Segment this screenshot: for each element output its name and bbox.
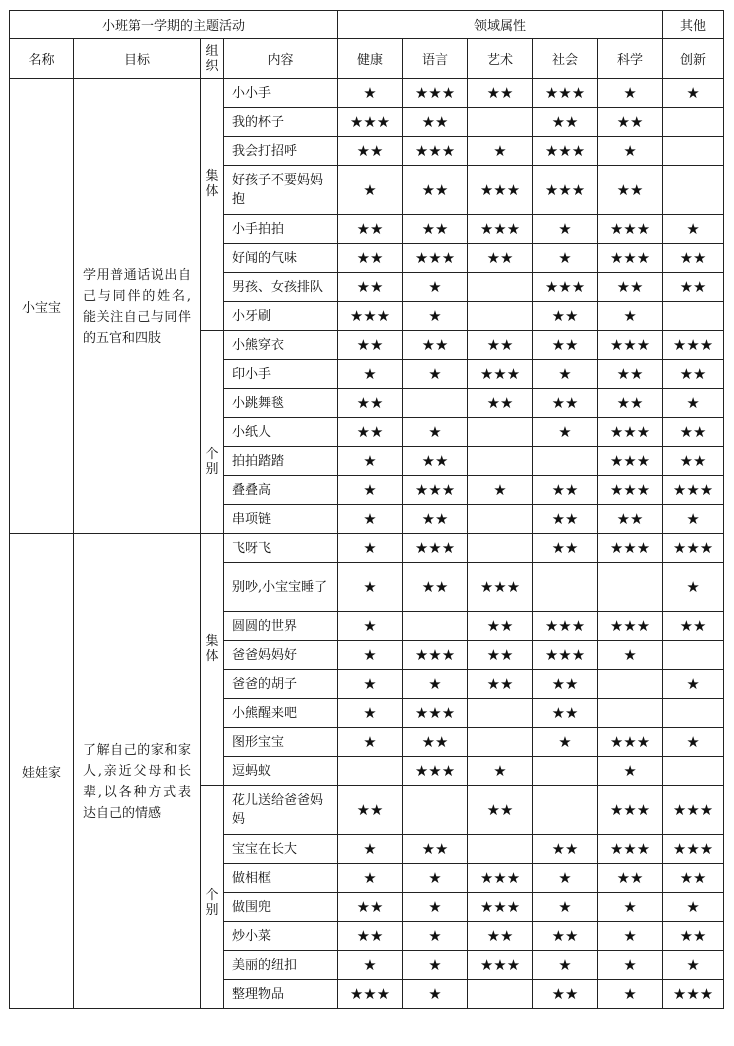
rating-language: ★★★ [403, 699, 468, 728]
rating-society: ★★ [533, 922, 598, 951]
activity-content: 做围兜 [224, 893, 338, 922]
rating-health: ★★ [338, 786, 403, 835]
rating-innovation: ★ [663, 389, 724, 418]
theme-goal: 学用普通话说出自己与同伴的姓名,能关注自己与同伴的五官和四肢 [74, 79, 201, 534]
org-type [201, 786, 224, 1009]
rating-science: ★★★ [598, 331, 663, 360]
col-name: 名称 [10, 39, 74, 79]
rating-language: ★ [403, 980, 468, 1009]
rating-language: ★★ [403, 166, 468, 215]
rating-language: ★★★ [403, 641, 468, 670]
rating-society: ★★ [533, 699, 598, 728]
rating-art [468, 980, 533, 1009]
rating-health: ★ [338, 699, 403, 728]
activity-content: 小小手 [224, 79, 338, 108]
rating-language: ★ [403, 922, 468, 951]
rating-health: ★ [338, 79, 403, 108]
rating-innovation: ★★★ [663, 786, 724, 835]
rating-science: ★★ [598, 864, 663, 893]
rating-innovation: ★ [663, 670, 724, 699]
activity-content: 男孩、女孩排队 [224, 273, 338, 302]
rating-art: ★★ [468, 641, 533, 670]
rating-innovation [663, 108, 724, 137]
rating-science: ★ [598, 641, 663, 670]
rating-health: ★ [338, 612, 403, 641]
activity-content: 别吵,小宝宝睡了 [224, 563, 338, 612]
rating-society: ★★ [533, 302, 598, 331]
rating-innovation: ★★ [663, 244, 724, 273]
rating-language: ★★★ [403, 476, 468, 505]
activity-content: 拍拍踏踏 [224, 447, 338, 476]
rating-language: ★★ [403, 835, 468, 864]
activity-content: 我的杯子 [224, 108, 338, 137]
rating-health: ★ [338, 864, 403, 893]
rating-health: ★ [338, 534, 403, 563]
activity-content: 花儿送给爸爸妈妈 [224, 786, 338, 835]
rating-science: ★ [598, 757, 663, 786]
rating-innovation: ★★★ [663, 534, 724, 563]
rating-society: ★★★ [533, 79, 598, 108]
table-body [10, 79, 724, 1009]
rating-society: ★ [533, 864, 598, 893]
col-science: 科学 [598, 39, 663, 79]
activity-content: 爸爸妈妈好 [224, 641, 338, 670]
rating-health: ★★ [338, 418, 403, 447]
rating-language: ★ [403, 418, 468, 447]
rating-art [468, 835, 533, 864]
rating-society [533, 786, 598, 835]
rating-science: ★ [598, 302, 663, 331]
rating-health: ★★ [338, 244, 403, 273]
org-type-label: 集体 [205, 169, 219, 199]
rating-language: ★★★ [403, 757, 468, 786]
rating-language: ★ [403, 360, 468, 389]
rating-society [533, 447, 598, 476]
rating-science: ★★★ [598, 728, 663, 757]
rating-innovation: ★★ [663, 418, 724, 447]
rating-society: ★★★ [533, 273, 598, 302]
rating-innovation: ★ [663, 893, 724, 922]
activity-content: 美丽的纽扣 [224, 951, 338, 980]
rating-health: ★ [338, 563, 403, 612]
rating-society: ★★★ [533, 641, 598, 670]
rating-society: ★★ [533, 331, 598, 360]
rating-society: ★★ [533, 534, 598, 563]
rating-innovation: ★★★ [663, 476, 724, 505]
activity-content: 飞呀飞 [224, 534, 338, 563]
rating-art: ★★★ [468, 951, 533, 980]
col-content: 内容 [224, 39, 338, 79]
rating-language: ★ [403, 893, 468, 922]
rating-language: ★★ [403, 331, 468, 360]
rating-art: ★★★ [468, 360, 533, 389]
rating-science: ★ [598, 951, 663, 980]
rating-society: ★ [533, 893, 598, 922]
rating-health: ★ [338, 447, 403, 476]
col-language: 语言 [403, 39, 468, 79]
rating-health: ★ [338, 476, 403, 505]
org-type [201, 534, 224, 786]
activity-content: 炒小菜 [224, 922, 338, 951]
rating-society: ★ [533, 418, 598, 447]
rating-health [338, 757, 403, 786]
rating-society [533, 757, 598, 786]
org-type-label: 个别 [205, 888, 219, 918]
rating-language: ★★★ [403, 79, 468, 108]
activity-content: 图形宝宝 [224, 728, 338, 757]
rating-art: ★★ [468, 922, 533, 951]
activity-content: 宝宝在长大 [224, 835, 338, 864]
rating-innovation: ★★ [663, 612, 724, 641]
rating-society: ★ [533, 244, 598, 273]
rating-art: ★ [468, 137, 533, 166]
rating-health: ★★★ [338, 108, 403, 137]
rating-art: ★ [468, 757, 533, 786]
rating-society: ★ [533, 951, 598, 980]
rating-innovation [663, 137, 724, 166]
rating-language: ★★ [403, 108, 468, 137]
rating-society: ★★ [533, 980, 598, 1009]
rating-innovation: ★ [663, 215, 724, 244]
rating-innovation [663, 757, 724, 786]
rating-language: ★★ [403, 563, 468, 612]
rating-health: ★★ [338, 137, 403, 166]
rating-health: ★★★ [338, 302, 403, 331]
activity-content: 逗蚂蚁 [224, 757, 338, 786]
activity-table [9, 10, 724, 1009]
rating-society: ★★ [533, 476, 598, 505]
rating-art: ★★ [468, 786, 533, 835]
theme-name: 小宝宝 [10, 79, 74, 534]
rating-innovation: ★ [663, 505, 724, 534]
table-row [10, 534, 724, 563]
activity-content: 小熊醒来吧 [224, 699, 338, 728]
activity-content: 小熊穿衣 [224, 331, 338, 360]
rating-art [468, 699, 533, 728]
rating-art [468, 534, 533, 563]
rating-science: ★★ [598, 273, 663, 302]
rating-art: ★★ [468, 389, 533, 418]
rating-society [533, 563, 598, 612]
activity-content: 串项链 [224, 505, 338, 534]
rating-society: ★★ [533, 108, 598, 137]
rating-science: ★★★ [598, 835, 663, 864]
rating-innovation: ★★ [663, 273, 724, 302]
rating-science: ★ [598, 137, 663, 166]
rating-language: ★★ [403, 215, 468, 244]
rating-innovation: ★★ [663, 360, 724, 389]
rating-innovation: ★★★ [663, 980, 724, 1009]
rating-innovation: ★★★ [663, 331, 724, 360]
rating-art: ★★★ [468, 563, 533, 612]
org-type-label: 个别 [205, 447, 219, 477]
rating-innovation: ★★★ [663, 835, 724, 864]
rating-art: ★★ [468, 244, 533, 273]
activity-content: 叠叠高 [224, 476, 338, 505]
rating-language: ★ [403, 670, 468, 699]
rating-art: ★★★ [468, 215, 533, 244]
rating-society: ★★ [533, 835, 598, 864]
rating-society: ★★★ [533, 612, 598, 641]
rating-language: ★★★ [403, 137, 468, 166]
other-header: 其他 [663, 11, 724, 39]
activity-content: 爸爸的胡子 [224, 670, 338, 699]
rating-science: ★★★ [598, 786, 663, 835]
activity-content: 圆圆的世界 [224, 612, 338, 641]
rating-language: ★★ [403, 447, 468, 476]
rating-health: ★★ [338, 893, 403, 922]
rating-innovation: ★ [663, 728, 724, 757]
rating-science: ★★★ [598, 612, 663, 641]
rating-language: ★ [403, 951, 468, 980]
rating-innovation [663, 166, 724, 215]
rating-art [468, 505, 533, 534]
rating-society: ★★ [533, 505, 598, 534]
theme-name: 娃娃家 [10, 534, 74, 1009]
rating-innovation: ★★ [663, 922, 724, 951]
rating-society: ★★★ [533, 137, 598, 166]
rating-society: ★ [533, 728, 598, 757]
rating-science: ★★ [598, 108, 663, 137]
activity-content: 小纸人 [224, 418, 338, 447]
rating-language: ★★ [403, 728, 468, 757]
rating-science [598, 563, 663, 612]
activity-content: 小手拍拍 [224, 215, 338, 244]
theme-goal: 了解自己的家和家人,亲近父母和长辈,以各种方式表达自己的情感 [74, 534, 201, 1009]
rating-innovation: ★ [663, 563, 724, 612]
table-row [10, 79, 724, 108]
rating-art: ★★ [468, 612, 533, 641]
rating-health: ★★ [338, 215, 403, 244]
rating-science: ★★★ [598, 476, 663, 505]
rating-health: ★ [338, 641, 403, 670]
rating-science: ★★ [598, 166, 663, 215]
col-health: 健康 [338, 39, 403, 79]
rating-language [403, 389, 468, 418]
rating-art: ★★ [468, 79, 533, 108]
rating-science: ★★★ [598, 215, 663, 244]
rating-art [468, 418, 533, 447]
rating-science: ★ [598, 893, 663, 922]
rating-health: ★★ [338, 922, 403, 951]
org-type-label: 集体 [205, 634, 219, 664]
activity-content: 好孩子不要妈妈抱 [224, 166, 338, 215]
rating-language [403, 786, 468, 835]
activity-content: 做相框 [224, 864, 338, 893]
rating-art [468, 108, 533, 137]
col-goal: 目标 [74, 39, 201, 79]
rating-society: ★ [533, 360, 598, 389]
rating-science: ★★★ [598, 534, 663, 563]
rating-health: ★ [338, 728, 403, 757]
activity-content: 小牙刷 [224, 302, 338, 331]
rating-society: ★★ [533, 389, 598, 418]
rating-art [468, 273, 533, 302]
rating-science: ★ [598, 79, 663, 108]
rating-health: ★★ [338, 331, 403, 360]
rating-innovation: ★ [663, 951, 724, 980]
activity-content: 小跳舞毯 [224, 389, 338, 418]
rating-language: ★ [403, 302, 468, 331]
rating-science [598, 670, 663, 699]
rating-language: ★★★ [403, 534, 468, 563]
org-type [201, 79, 224, 331]
rating-science: ★ [598, 980, 663, 1009]
rating-art: ★★★ [468, 893, 533, 922]
rating-science: ★★★ [598, 447, 663, 476]
rating-art: ★★★ [468, 166, 533, 215]
rating-science [598, 699, 663, 728]
activity-content: 我会打招呼 [224, 137, 338, 166]
rating-innovation [663, 641, 724, 670]
rating-health: ★★ [338, 389, 403, 418]
activity-content: 印小手 [224, 360, 338, 389]
col-innovation: 创新 [663, 39, 724, 79]
rating-health: ★ [338, 166, 403, 215]
rating-language: ★★ [403, 505, 468, 534]
rating-language: ★ [403, 273, 468, 302]
rating-health: ★ [338, 670, 403, 699]
rating-health: ★ [338, 360, 403, 389]
rating-science: ★★★ [598, 418, 663, 447]
domain-header: 领域属性 [338, 11, 663, 39]
rating-society: ★★ [533, 670, 598, 699]
rating-art [468, 302, 533, 331]
rating-art [468, 447, 533, 476]
rating-art: ★ [468, 476, 533, 505]
org-type [201, 331, 224, 534]
rating-innovation: ★★ [663, 447, 724, 476]
col-art: 艺术 [468, 39, 533, 79]
rating-health: ★★★ [338, 980, 403, 1009]
rating-society: ★★★ [533, 166, 598, 215]
col-org [201, 39, 224, 79]
rating-language: ★★★ [403, 244, 468, 273]
rating-science: ★★★ [598, 244, 663, 273]
col-society: 社会 [533, 39, 598, 79]
rating-innovation [663, 302, 724, 331]
rating-health: ★ [338, 835, 403, 864]
rating-science: ★★ [598, 505, 663, 534]
rating-art: ★★ [468, 331, 533, 360]
rating-science: ★★ [598, 389, 663, 418]
rating-language [403, 612, 468, 641]
rating-health: ★★ [338, 273, 403, 302]
rating-language: ★ [403, 864, 468, 893]
rating-health: ★ [338, 505, 403, 534]
rating-innovation [663, 699, 724, 728]
rating-art: ★★ [468, 670, 533, 699]
rating-science: ★ [598, 922, 663, 951]
rating-art: ★★★ [468, 864, 533, 893]
table-title: 小班第一学期的主题活动 [10, 11, 338, 39]
rating-health: ★ [338, 951, 403, 980]
rating-innovation: ★★ [663, 864, 724, 893]
col-org-label: 组织 [205, 43, 219, 74]
rating-society: ★ [533, 215, 598, 244]
activity-content: 整理物品 [224, 980, 338, 1009]
rating-innovation: ★ [663, 79, 724, 108]
rating-science: ★★ [598, 360, 663, 389]
activity-content: 好闻的气味 [224, 244, 338, 273]
rating-art [468, 728, 533, 757]
